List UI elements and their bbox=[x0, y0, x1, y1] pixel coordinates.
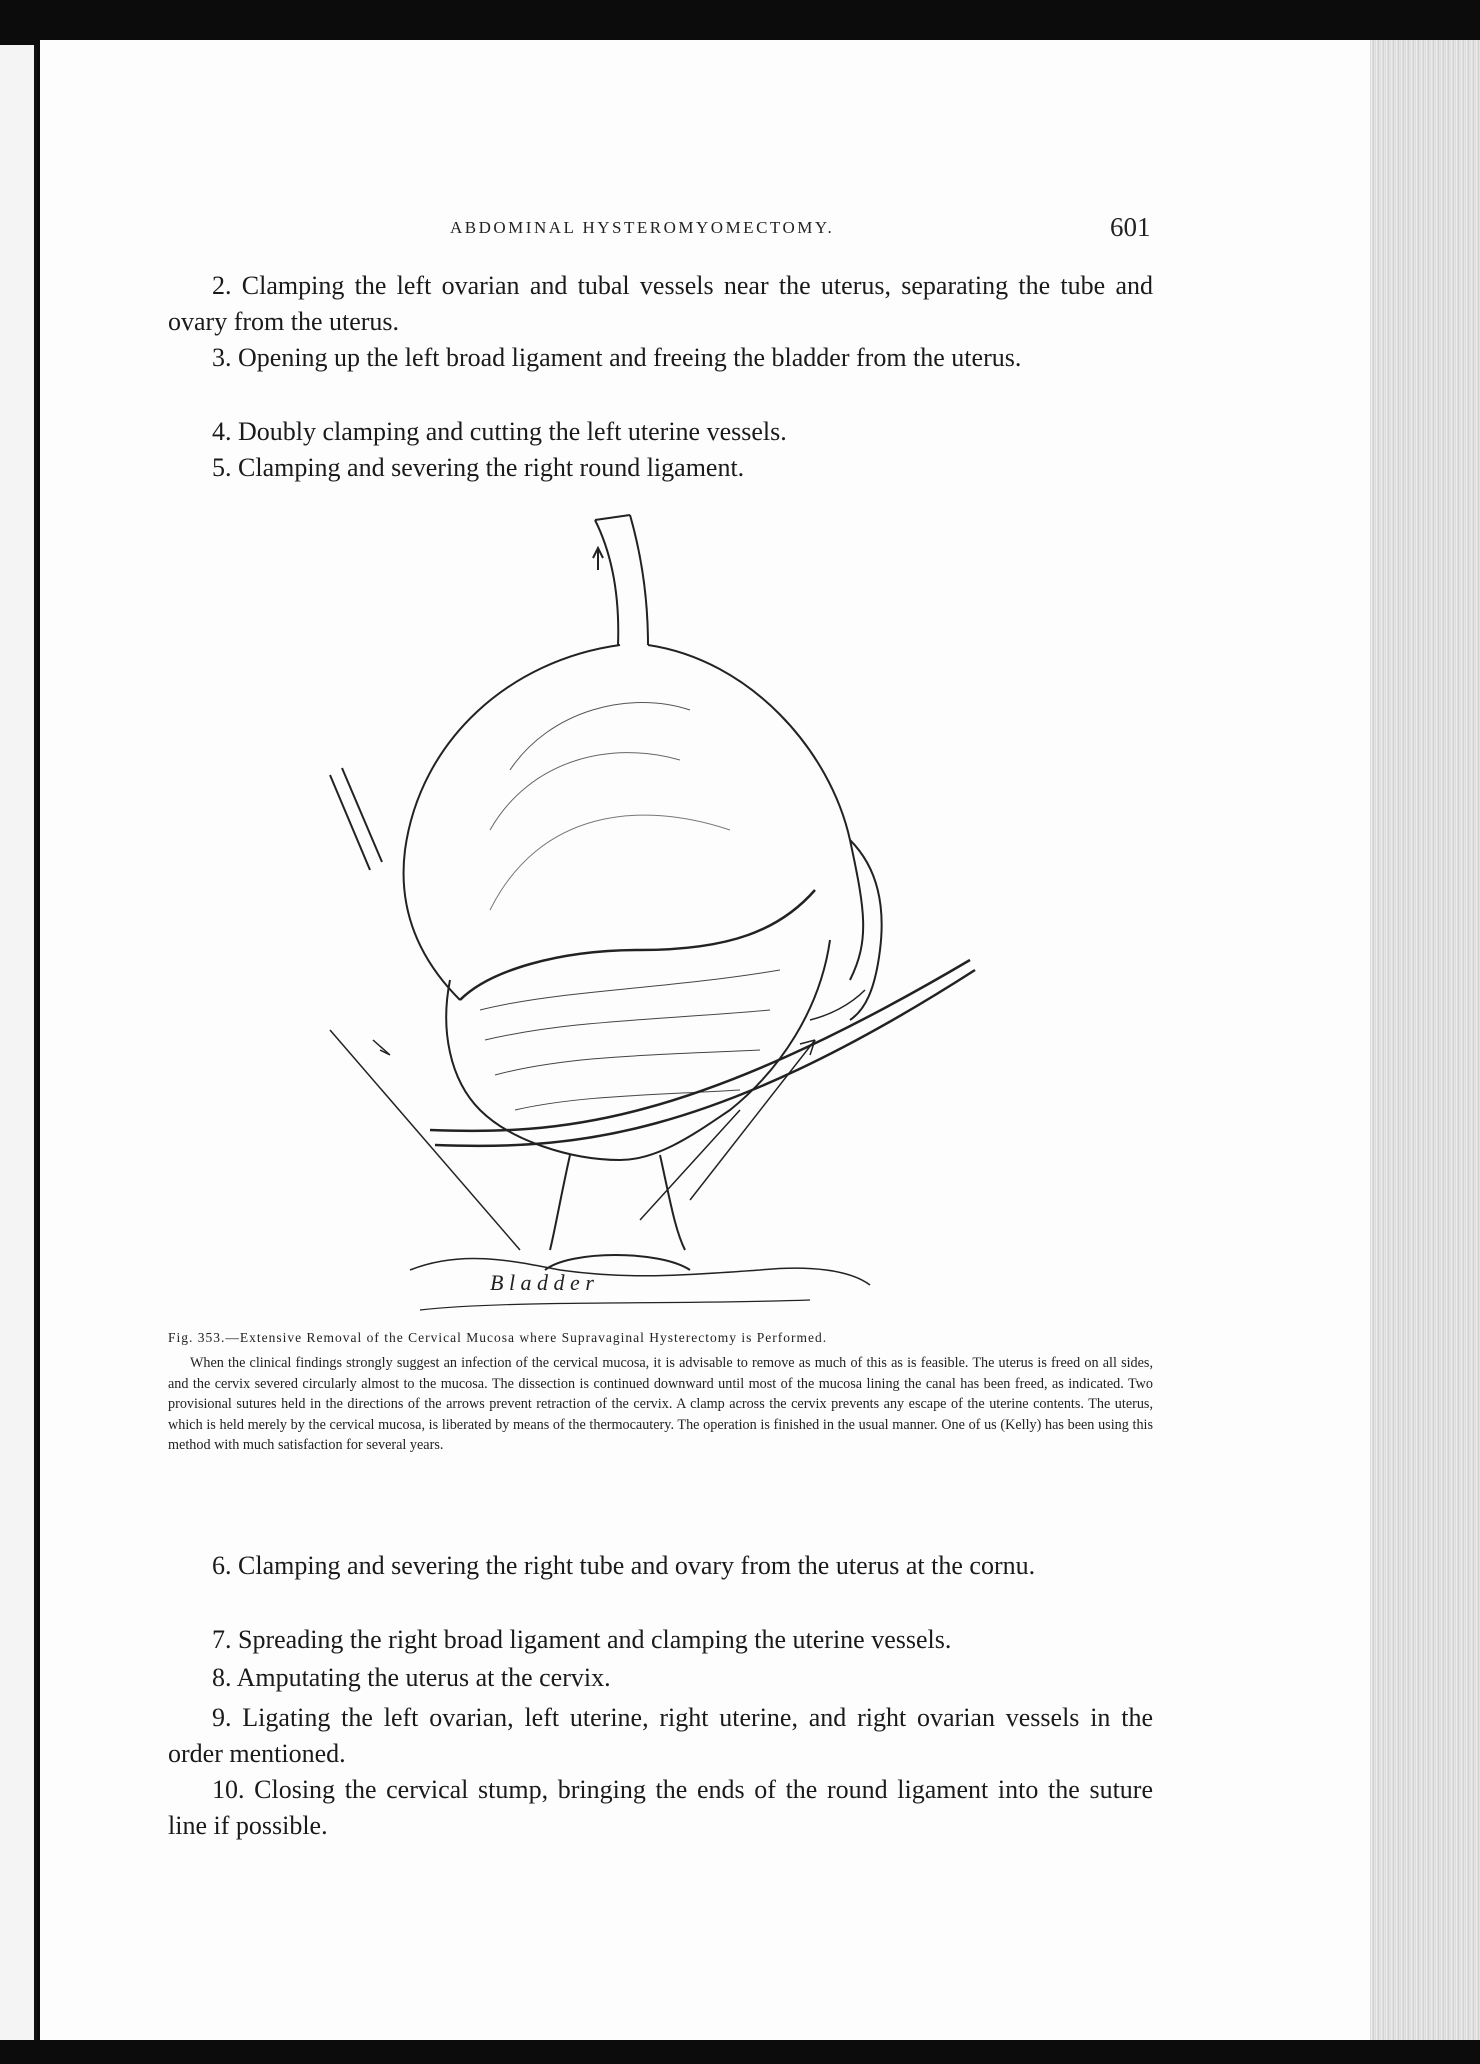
step-9: 9. Ligating the left ovarian, left uterine, right uterine, and right ovarian vessels in the order mentioned. bbox=[168, 1703, 1153, 1768]
step-3: 3. Opening up the left broad ligament and freeing the bladder from the uterus. bbox=[212, 343, 1022, 372]
step-8: 8. Amputating the uterus at the cervix. bbox=[212, 1663, 611, 1692]
bladder-label: B l a d d e r bbox=[490, 1270, 594, 1295]
step-4: 4. Doubly clamping and cutting the left uterine vessels. bbox=[212, 417, 787, 446]
page-stack-edge bbox=[1370, 40, 1480, 2040]
left-page-edge bbox=[0, 45, 37, 2040]
step-10: 10. Closing the cervical stump, bringing the ends of the round ligament into the suture line if possible. bbox=[168, 1775, 1153, 1840]
step-2: 2. Clamping the left ovarian and tubal vessels near the uterus, separating the tube and ovary from the uterus. bbox=[168, 271, 1153, 336]
running-head: ABDOMINAL HYSTEROMYOMECTOMY. bbox=[450, 218, 835, 237]
step-6: 6. Clamping and severing the right tube and ovary from the uterus at the cornu. bbox=[212, 1551, 1036, 1580]
figure-caption-title: Fig. 353.—Extensive Removal of the Cervical Mucosa where Supravaginal Hysterectomy is Performed. bbox=[168, 1330, 828, 1345]
figure-caption-text: When the clinical findings strongly suggest an infection of the cervical mucosa, it is advisable to remove as much of this as is feasible. The uterus is freed on all sides, and the cervix severed circularly almost to the mucosa. The dissection is continued downward until most of the mucosa lining the canal has been freed, as indicated. Two provisional sutures held in the directions of the arrows prevent retraction of the cervix. A clamp across the cervix prevents any escape of the uterine contents. The uterus, which is held merely by the cervical mucosa, is liberated by means of the thermocautery. The operation is finished in the usual manner. One of us (Kelly) has been using this method with much satisfaction for several years. bbox=[168, 1355, 1153, 1453]
step-7: 7. Spreading the right broad ligament and clamping the uterine vessels. bbox=[212, 1625, 952, 1654]
step-5: 5. Clamping and severing the right round ligament. bbox=[212, 453, 745, 482]
page-number: 601 bbox=[1110, 212, 1151, 242]
figure-353-illustration bbox=[310, 510, 1000, 1315]
uterus-drawing bbox=[310, 510, 1000, 1315]
